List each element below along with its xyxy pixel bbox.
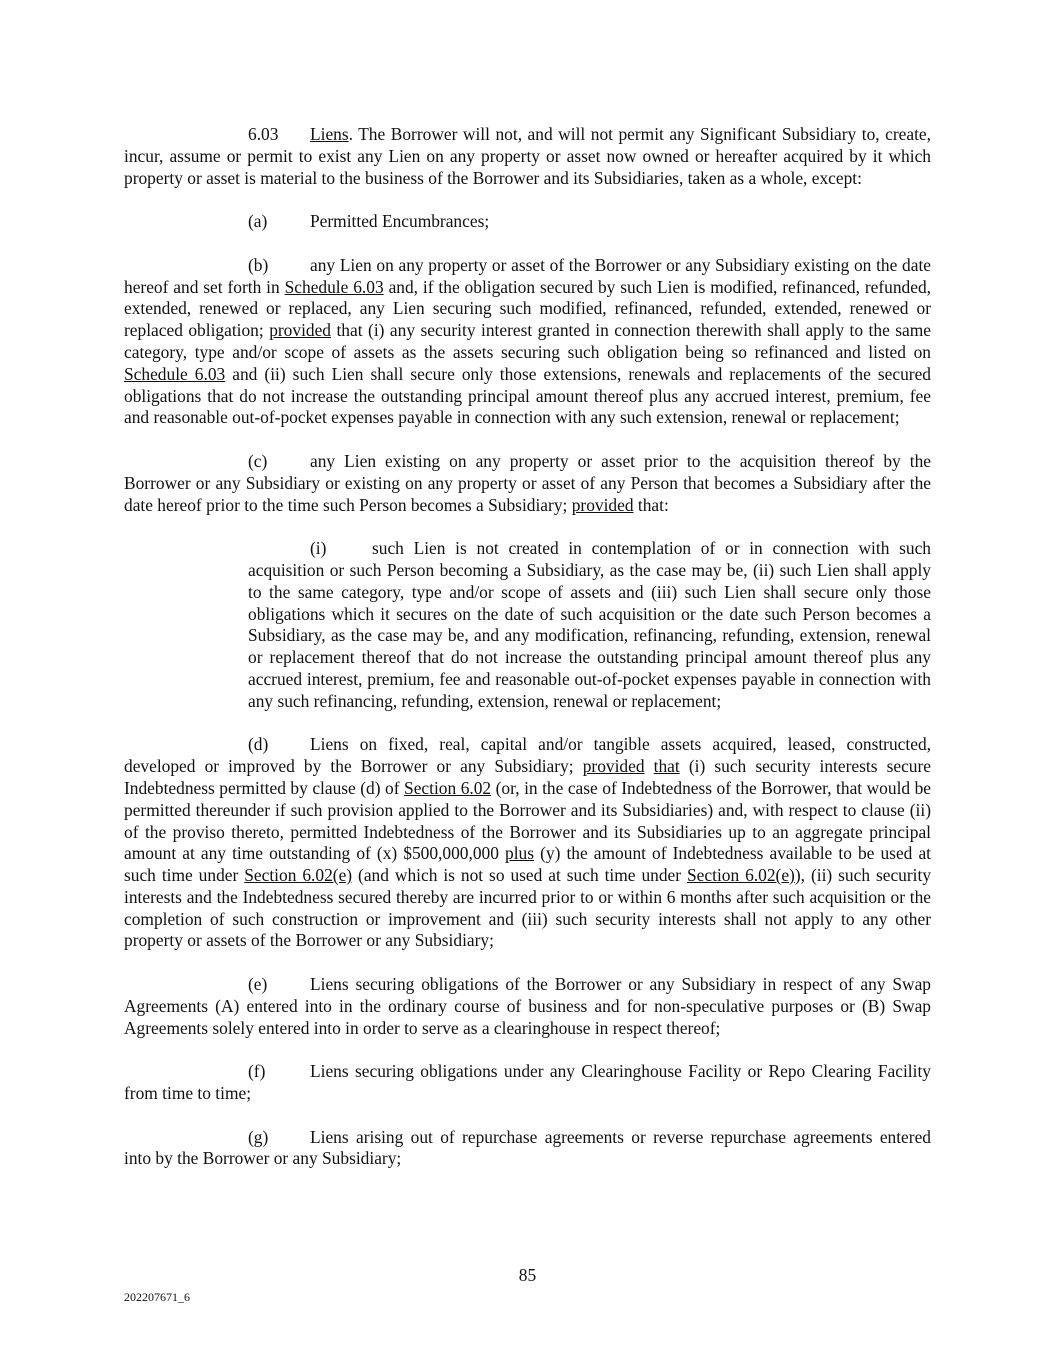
document-id: 202207671_6 (124, 1290, 190, 1304)
clause-b-text: and, if the obligation secured by such Lien is modified, refinanced, refunded, extended, renewed or replaced, any Lien securing such modified, refinanced, refunded, extended, renewed or replaced obligation; (124, 276, 932, 341)
clause-f (124, 1061, 931, 1105)
clause-d-text: ), (ii) such security interests and the Indebtedness secured thereby are incurred prior to or within 6 months after such acquisition or the completion of such construction or improvement and (iii) such security interests shall not apply to any other property or assets of the Borrower or any Subsidiary; (124, 865, 932, 951)
schedule-6-03-reference: Schedule 6.03 (124, 363, 226, 384)
clause-b-text: and (ii) such Lien shall secure only those extensions, renewals and replacements of the secured obligations that do not increase the outstanding principal amount thereof plus any accrued interest, premium, fee and reasonable out-of-pocket expenses payable in connection with any such extension, renewal or replacement; (124, 363, 931, 428)
clause-c-label: (c) (248, 450, 268, 471)
clause-d-text: (and which is not so used at such time under (352, 865, 687, 886)
provided-term: provided (571, 494, 634, 515)
clause-g (124, 1127, 931, 1171)
subclause-i-label: (i) (310, 538, 327, 559)
document-body (124, 124, 931, 1192)
subclause-i-text: such Lien is not created in contemplation of or in connection with such acquisition or such Person becoming a Subsidiary, as the case may be, (ii) such Lien shall apply to the same category, type and/or scope of assets and (iii) such Lien shall secure only those obligations which it secures on the date of such acquisition or the date such Person becomes a Subsidiary, as the case may be, and any modification, refinancing, refunding, extension, renewal or replacement thereof that do not increase the outstanding principal amount thereof plus any accrued interest, premium, fee and reasonable out-of-pocket expenses payable in connection with any such refinancing, refunding, extension, renewal or replacement; (248, 538, 931, 711)
section-number: 6.03 (248, 124, 279, 144)
clause-d-text: (y) the amount of Indebtedness available to be used at such time under (124, 843, 931, 886)
schedule-6-03-reference: Schedule 6.03 (284, 276, 384, 297)
clause-c (124, 451, 931, 516)
clause-a-label: (a) (248, 211, 268, 232)
clause-b-label: (b) (248, 254, 269, 275)
clause-d (124, 734, 931, 952)
section-6-02e-reference: Section 6.02(e) (687, 865, 795, 886)
clause-d-text: (or, in the case of Indebtedness of the Borrower, that would be permitted thereunder if such provision applied to the Borrower and its Subsidiaries) and, with respect to clause (ii) of the proviso thereto, permitted Indebtedness of the Borrower and its Subsidiaries up to an aggregate principal amount at any time outstanding of (x) $500,000,000 (124, 777, 932, 864)
clause-b (124, 255, 931, 429)
section-6-02-reference: Section 6.02 (404, 777, 492, 798)
clause-e-text: Liens securing obligations of the Borrower or any Subsidiary in respect of any Swap Agreements (A) entered into in the ordinary course of business and for non-speculative purposes or (B) Swap Agreements solely entered into in order to serve as a clearinghouse in respect thereof; (124, 974, 931, 1038)
clause-e-label: (e) (248, 974, 268, 995)
provided-term: provided (582, 756, 645, 777)
that-term: that (653, 756, 680, 777)
clause-c-subclause-i (248, 538, 931, 712)
clause-d-text: (i) such security interests secure Indebtedness permitted by clause (d) of (124, 756, 931, 798)
section-lead-in: . The Borrower will not, and will not permit any Significant Subsidiary to, create, incur, assume or permit to exist any Lien on any property or asset now owned or hereafter acquired by it which property or asset is material to the business of the Borrower and its Subsidiaries, taken as a whole, except: (124, 124, 931, 188)
clause-e (124, 974, 931, 1039)
clause-b-text: any Lien on any property or asset of the Borrower or any Subsidiary existing on the date hereof and set forth in (124, 254, 931, 297)
clause-f-label: (f) (248, 1061, 266, 1082)
clause-d-text: Liens on fixed, real, capital and/or tangible assets acquired, leased, constructed, developed or improved by the Borrower or any Subsidiary; (124, 734, 931, 777)
clause-f-text: Liens securing obligations under any Clearinghouse Facility or Repo Clearing Facility from time to time; (124, 1061, 931, 1104)
clause-g-label: (g) (248, 1126, 269, 1147)
clause-a (124, 211, 931, 233)
plus-term: plus (505, 843, 535, 864)
clause-c-text: any Lien existing on any property or asset prior to the acquisition thereof by the Borrower or any Subsidiary or existing on any property or asset of any Person that becomes a Subsidiary after the date hereof prior to the time such Person becomes a Subsidiary; (124, 450, 931, 515)
clause-d-label: (d) (248, 734, 269, 755)
page-number: 85 (518, 1265, 537, 1285)
clause-g-text: Liens arising out of repurchase agreements or reverse repurchase agreements entered into by the Borrower or any Subsidiary; (124, 1126, 931, 1169)
provided-term: provided (269, 320, 332, 341)
section-6-02e-reference: Section 6.02(e) (244, 865, 353, 886)
clause-c-text: that: (633, 494, 669, 515)
clause-b-text: that (i) any security interest granted in connection therewith shall apply to the same category, type and/or scope of assets as the assets securing such obligation being so refinanced and listed on (124, 320, 931, 362)
section-6-03-paragraph (124, 124, 931, 189)
section-heading: Liens (310, 124, 349, 144)
clause-a-text: Permitted Encumbrances; (310, 211, 490, 232)
